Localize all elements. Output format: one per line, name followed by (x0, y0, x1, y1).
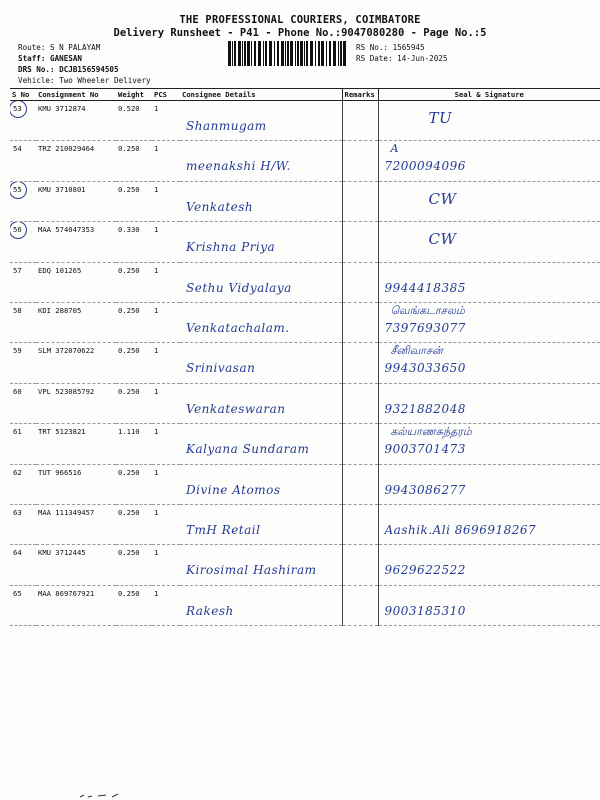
signature-bottom: 9321882048 (384, 401, 466, 416)
sno-value: 54 (13, 144, 22, 154)
weight-cell: 0.250 (116, 343, 152, 383)
barcode-bar (238, 41, 241, 66)
sno-cell (10, 302, 36, 342)
weight-cell: 1.110 (116, 424, 152, 464)
remarks-cell (342, 262, 378, 302)
barcode-bar (321, 41, 324, 66)
pcs-cell: 1 (152, 262, 180, 302)
remarks-cell (342, 343, 378, 383)
route-line: Route: S N PALAYAM (18, 43, 101, 52)
col-remarks: Remarks (342, 89, 378, 101)
barcode-bar (242, 41, 243, 66)
barcode-bar (228, 41, 231, 66)
barcode-bar (290, 41, 293, 66)
barcode-bar (247, 41, 250, 66)
remarks-cell (342, 141, 378, 181)
weight-cell: 0.250 (116, 262, 152, 302)
signature-bottom: 9003185310 (384, 603, 466, 618)
barcode-bar (277, 41, 279, 66)
signature-bottom: CW (428, 230, 457, 249)
remarks-cell (342, 464, 378, 504)
sno-cell (10, 464, 36, 504)
signature-top: சீனிவாசன் (390, 344, 443, 358)
pcs-cell: 1 (152, 464, 180, 504)
col-signature: Seal & Signature (378, 89, 600, 101)
sno-value: 60 (13, 386, 22, 396)
remarks-cell (342, 302, 378, 342)
consignee-cell (180, 383, 342, 423)
staff-line: Staff: GANESAN (18, 54, 83, 63)
pcs-cell: 1 (152, 222, 180, 262)
barcode-bar (263, 41, 264, 66)
drs-line: DRS No.: DCJB156594505 (18, 65, 119, 74)
remarks-cell (342, 181, 378, 221)
barcode-bar (343, 41, 346, 66)
consignment-cell: MAA 111349457 (36, 504, 116, 544)
consignee-name: Venkatachalam. (186, 320, 290, 335)
sno-value: 65 (13, 588, 22, 598)
pcs-cell: 1 (152, 424, 180, 464)
signature-cell (378, 545, 600, 585)
signature-bottom: CW (428, 189, 457, 208)
pcs-cell: 1 (152, 504, 180, 544)
barcode-bar (340, 41, 342, 66)
weight-cell: 0.250 (116, 302, 152, 342)
consignee-cell (180, 181, 342, 221)
consignee-cell (180, 424, 342, 464)
company-title: THE PROFESSIONAL COURIERS, COIMBATORE (179, 14, 421, 26)
consignee-name: Rakesh (186, 603, 234, 618)
consignee-cell (180, 343, 342, 383)
signature-cell (378, 222, 600, 262)
signature-cell (378, 585, 600, 625)
consignee-name: Krishna Priya (186, 240, 276, 255)
barcode-bar (315, 41, 316, 66)
sno-cell (10, 141, 36, 181)
table-row (10, 343, 600, 383)
sno-cell (10, 585, 36, 625)
table-row (10, 383, 600, 423)
table-row (10, 222, 600, 262)
consignee-cell (180, 302, 342, 342)
signature-top: A (390, 142, 399, 156)
circle-mark (10, 101, 27, 119)
remarks-cell (342, 504, 378, 544)
barcode-bar (310, 41, 313, 66)
consignment-cell: KMU 3712445 (36, 545, 116, 585)
remarks-cell (342, 101, 378, 141)
col-sno: S No (10, 89, 36, 101)
consignee-cell (180, 585, 342, 625)
col-consignment: Consignment No (36, 89, 116, 101)
signature-bottom: 9629622522 (384, 563, 466, 578)
consignment-cell: EDQ 101265 (36, 262, 116, 302)
consignee-name: meenakshi H/W. (186, 159, 291, 174)
remarks-cell (342, 585, 378, 625)
signature-bottom: Aashik.Ali 8696918267 (384, 522, 537, 537)
vehicle-line: Vehicle: Two Wheeler Delivery (18, 76, 151, 85)
rs-no-line: RS No.: 1565945 (356, 43, 425, 52)
barcode-bar (254, 41, 256, 66)
table-row (10, 504, 600, 544)
consignment-cell: KDI 288705 (36, 302, 116, 342)
barcode-bar (304, 41, 305, 66)
barcode-bar (232, 41, 233, 66)
consignee-cell (180, 141, 342, 181)
consignment-cell: MAA 869767921 (36, 585, 116, 625)
sno-cell (10, 545, 36, 585)
pcs-cell: 1 (152, 383, 180, 423)
signature-bottom: 9943086277 (384, 482, 466, 497)
weight-cell: 0.250 (116, 464, 152, 504)
weight-cell: 0.250 (116, 383, 152, 423)
consignee-name: Venkateswaran (186, 401, 286, 416)
consignment-cell: TRT 5123821 (36, 424, 116, 464)
signature-bottom: 7397693077 (384, 320, 466, 335)
signature-cell (378, 101, 600, 141)
pcs-cell: 1 (152, 545, 180, 585)
sno-cell (10, 181, 36, 221)
barcode-bar (306, 41, 308, 66)
barcode-image (228, 41, 348, 66)
header-left-block (18, 42, 151, 86)
barcode-bar (244, 41, 246, 66)
weight-cell: 0.250 (116, 141, 152, 181)
weight-cell: 0.520 (116, 101, 152, 141)
signature-cell (378, 181, 600, 221)
signature-bottom: 9003701473 (384, 442, 466, 457)
sno-cell (10, 343, 36, 383)
pcs-cell: 1 (152, 181, 180, 221)
remarks-cell (342, 545, 378, 585)
consignee-name: Venkatesh (186, 199, 254, 214)
stray-ink-mark (78, 790, 128, 800)
weight-cell: 0.250 (116, 181, 152, 221)
table-row (10, 302, 600, 342)
pcs-cell: 1 (152, 585, 180, 625)
pcs-cell: 1 (152, 343, 180, 383)
sno-cell (10, 424, 36, 464)
remarks-cell (342, 383, 378, 423)
table-row (10, 101, 600, 141)
signature-cell (378, 302, 600, 342)
signature-top: கல்யாணசுந்தரம் (390, 425, 472, 439)
consignee-name: Shanmugam (186, 119, 267, 133)
signature-bottom: 7200094096 (384, 159, 466, 174)
signature-cell (378, 383, 600, 423)
circle-mark (10, 222, 27, 240)
consignment-cell: KMU 3710801 (36, 181, 116, 221)
table-row (10, 585, 600, 625)
weight-cell: 0.250 (116, 545, 152, 585)
remarks-cell (342, 222, 378, 262)
sno-cell (10, 222, 36, 262)
barcode-bar (297, 41, 299, 66)
table-row (10, 181, 600, 221)
barcode-bar (318, 41, 320, 66)
barcode-bar (333, 41, 336, 66)
signature-top: வெங்கடாசலம் (390, 303, 465, 317)
consignee-cell (180, 504, 342, 544)
sno-value: 58 (13, 305, 22, 315)
sno-value: 64 (13, 548, 22, 558)
weight-cell: 0.250 (116, 585, 152, 625)
rs-date-line: RS Date: 14-Jun-2025 (356, 54, 448, 63)
sno-value: 56 (13, 225, 22, 235)
weight-cell: 0.250 (116, 504, 152, 544)
sno-value: 53 (13, 104, 22, 113)
barcode-bar (295, 41, 296, 66)
signature-bottom: TU (428, 109, 453, 127)
consignment-cell: TRZ 210029464 (36, 141, 116, 181)
pcs-cell: 1 (152, 302, 180, 342)
barcode-bar (281, 41, 284, 66)
table-header-row (10, 89, 600, 101)
signature-cell (378, 343, 600, 383)
consignee-name: TmH Retail (186, 522, 261, 537)
barcode-bar (287, 41, 289, 66)
barcode-bar (338, 41, 339, 66)
barcode-bar (326, 41, 327, 66)
header-right-block (356, 42, 447, 64)
consignment-cell: SLM 372070622 (36, 343, 116, 383)
barcode-bar (234, 41, 236, 66)
consignee-cell (180, 545, 342, 585)
col-consignee: Consignee Details (180, 89, 342, 101)
table-row (10, 464, 600, 504)
runsheet-subtitle: Delivery Runsheet - P41 - Phone No.:9047080280 - Page No.:5 (113, 27, 487, 39)
weight-cell: 0.330 (116, 222, 152, 262)
barcode-bar (274, 41, 275, 66)
consignee-name: Srinivasan (186, 361, 256, 376)
table-row (10, 424, 600, 464)
consignee-cell (180, 262, 342, 302)
signature-cell (378, 262, 600, 302)
barcode-bar (265, 41, 267, 66)
consignment-cell: MAA 574047353 (36, 222, 116, 262)
barcode-bar (251, 41, 252, 66)
consignee-name: Kirosimal Hashiram (186, 563, 317, 578)
runsheet-table (10, 88, 600, 626)
table-row (10, 545, 600, 585)
consignment-cell: TUT 966516 (36, 464, 116, 504)
barcode-bar (300, 41, 303, 66)
circle-mark (10, 181, 27, 199)
consignee-name: Kalyana Sundaram (186, 442, 310, 457)
sno-value: 57 (13, 265, 22, 275)
barcode-bar (258, 41, 261, 66)
table-row (10, 262, 600, 302)
consignment-cell: VPL 523085792 (36, 383, 116, 423)
sno-value: 62 (13, 467, 22, 477)
consignee-name: Sethu Vidyalaya (186, 280, 292, 295)
signature-bottom: 9943033650 (384, 361, 466, 376)
sno-cell (10, 383, 36, 423)
pcs-cell: 1 (152, 141, 180, 181)
sno-value: 55 (13, 184, 22, 194)
remarks-cell (342, 424, 378, 464)
sno-cell (10, 262, 36, 302)
signature-cell (378, 424, 600, 464)
signature-cell (378, 141, 600, 181)
consignee-cell (180, 222, 342, 262)
sno-value: 59 (13, 346, 22, 356)
consignee-cell (180, 464, 342, 504)
sno-value: 61 (13, 427, 22, 437)
barcode-bar (329, 41, 331, 66)
sno-cell (10, 504, 36, 544)
signature-cell (378, 504, 600, 544)
consignee-name: Divine Atomos (186, 482, 281, 497)
col-pcs: PCS (152, 89, 180, 101)
sno-cell (10, 101, 36, 141)
table-row (10, 141, 600, 181)
barcode-bar (269, 41, 272, 66)
sno-value: 63 (13, 507, 22, 517)
consignee-cell (180, 101, 342, 141)
consignment-cell: KMU 3712874 (36, 101, 116, 141)
signature-cell (378, 464, 600, 504)
pcs-cell: 1 (152, 101, 180, 141)
barcode-bar (285, 41, 286, 66)
col-weight: Weight (116, 89, 152, 101)
signature-bottom: 9944418385 (384, 280, 466, 295)
